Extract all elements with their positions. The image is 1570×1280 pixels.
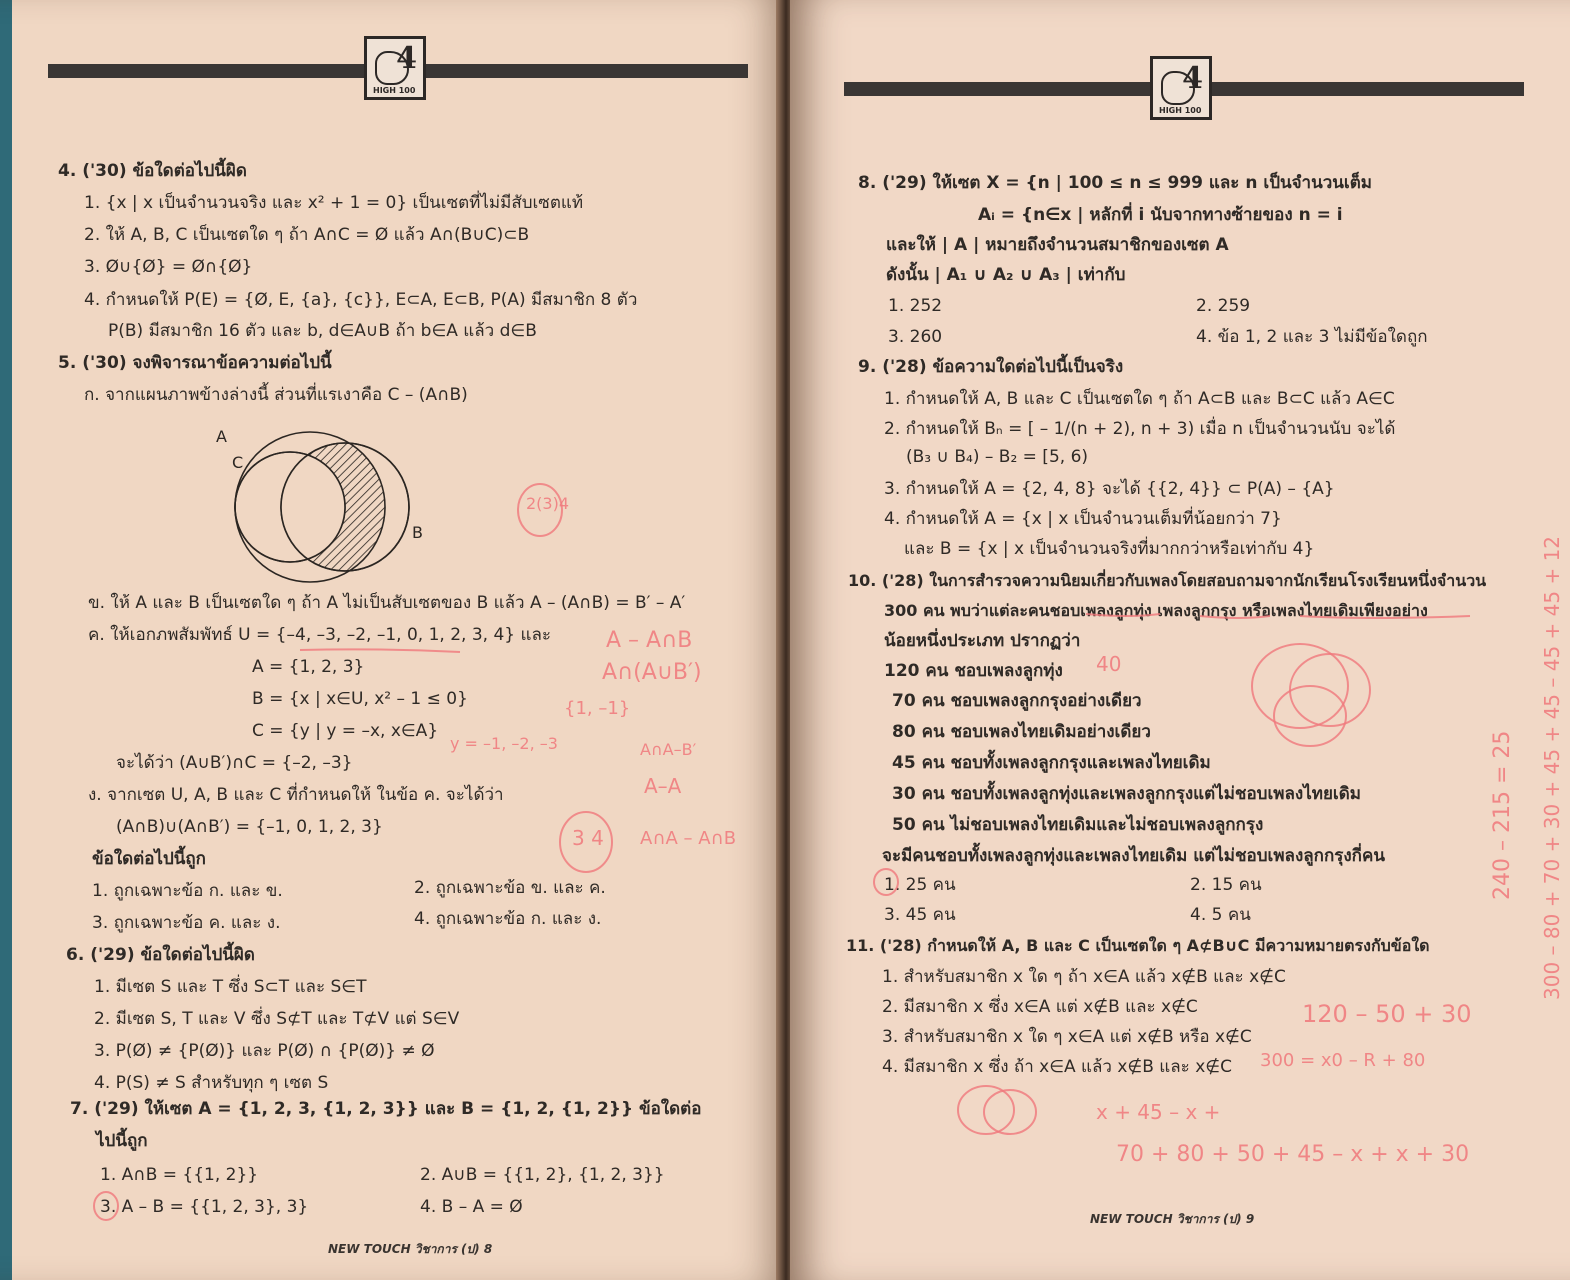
handwriting-note: 40	[1096, 652, 1122, 676]
q5-set-a: A = {1, 2, 3}	[252, 657, 365, 677]
page-footer-left: NEW TOUCH วิชาการ (ป) 8	[328, 1242, 493, 1256]
school-logo-icon: 4 HIGH 100	[1150, 56, 1212, 120]
q5-item-kha: ข. ให้ A และ B เป็นเซตใด ๆ ถ้า A ไม่เป็นสับเซตของ B แล้ว A – (A∩B) = B′ – A′	[88, 593, 686, 613]
q4-title: 4. ('30) ข้อใดต่อไปนี้ผิด	[58, 161, 247, 181]
q10-stat-3: 80 คน ชอบเพลงไทยเดิมอย่างเดียว	[892, 722, 1151, 742]
left-page	[0, 0, 782, 1280]
q5-choice-3: 3. ถูกเฉพาะข้อ ค. และ ง.	[92, 913, 281, 933]
q9-option-4b: และ B = {x | x เป็นจำนวนจริงที่มากกว่าหรือเท่ากับ 4}	[904, 539, 1315, 559]
q11-option-2: 2. มีสมาชิก x ซึ่ง x∈A แต่ x∉B และ x∉C	[882, 997, 1198, 1017]
handwriting-note: 120 – 50 + 30	[1302, 1000, 1472, 1028]
q5-set-b: B = {x | x∈U, x² – 1 ≤ 0}	[252, 689, 468, 709]
q7-option-2: 2. A∪B = {{1, 2}, {1, 2, 3}}	[420, 1165, 665, 1185]
handwriting-note: A∩A–B′	[640, 740, 697, 759]
q6-option-3: 3. P(Ø) ≠ {P(Ø)} และ P(Ø) ∩ {P(Ø)} ≠ Ø	[94, 1041, 435, 1061]
q9-option-1: 1. กำหนดให้ A, B และ C เป็นเซตใด ๆ ถ้า A⊂B และ B⊂C แล้ว A∈C	[884, 389, 1395, 409]
handwriting-note: 70 + 80 + 50 + 45 – x + x + 30	[1116, 1142, 1470, 1167]
q9-option-4: 4. กำหนดให้ A = {x | x เป็นจำนวนเต็มที่น้อยกว่า 7}	[884, 509, 1282, 529]
q6-title: 6. ('29) ข้อใดต่อไปนี้ผิด	[66, 945, 255, 965]
page-footer-right: NEW TOUCH วิชาการ (ป) 9	[1090, 1212, 1255, 1226]
q5-item-kho: ค. ให้เอกภพสัมพัทธ์ U = {–4, –3, –2, –1, 0, 1, 2, 3, 4} และ	[88, 625, 552, 645]
q10-stat-5: 30 คน ชอบทั้งเพลงลูกทุ่งและเพลงลูกกรุงแต่ไม่ชอบเพลงไทยเดิม	[892, 784, 1361, 804]
q5-item-ngo: ง. จากเซต U, A, B และ C ที่กำหนดให้ ในข้อ ค. จะได้ว่า	[88, 785, 504, 805]
q5-item-ka: ก. จากแผนภาพข้างล่างนี้ ส่วนที่แรเงาคือ C – (A∩B)	[84, 385, 468, 405]
q9-option-2: 2. กำหนดให้ Bₙ = [ – 1/(n + 2), n + 3) เมื่อ n เป็นจำนวนนับ จะได้	[884, 419, 1396, 439]
q5-conclusion: จะได้ว่า (A∪B′)∩C = {–2, –3}	[116, 753, 353, 773]
q9-option-2b: (B₃ ∪ B₄) – B₂ = [5, 6)	[906, 447, 1089, 467]
q7-title-2: ไปนี้ถูก	[96, 1131, 148, 1151]
q4-option-3: 3. Ø∪{Ø} = Ø∩{Ø}	[84, 257, 253, 277]
q10-stat-4: 45 คน ชอบทั้งเพลงลูกกรุงและเพลงไทยเดิม	[892, 753, 1211, 773]
q7-option-4: 4. B – A = Ø	[420, 1197, 523, 1217]
handwriting-note: 2(3)4	[526, 494, 570, 513]
q8-title: 8. ('29) ให้เซต X = {n | 100 ≤ n ≤ 999 และ n เป็นจำนวนเต็ม	[858, 173, 1372, 193]
q10-stat-6: 50 คน ไม่ชอบเพลงไทยเดิมและไม่ชอบเพลงลูกกรุง	[892, 815, 1264, 835]
right-page	[790, 0, 1570, 1280]
q5-ask: ข้อใดต่อไปนี้ถูก	[92, 849, 206, 869]
q8-option-4: 4. ข้อ 1, 2 และ 3 ไม่มีข้อใดถูก	[1196, 327, 1428, 347]
q5-choice-1: 1. ถูกเฉพาะข้อ ก. และ ข.	[92, 881, 283, 901]
handwriting-note: A∩A – A∩B	[640, 828, 737, 849]
q8-option-2: 2. 259	[1196, 296, 1251, 316]
q4-option-2: 2. ให้ A, B, C เป็นเซตใด ๆ ถ้า A∩C = Ø แล้ว A∩(B∪C)⊂B	[84, 225, 530, 245]
q10-option-1: 1. 25 คน	[884, 875, 956, 895]
handwriting-note: 300 = x0 – R + 80	[1260, 1050, 1426, 1071]
handwriting-note: 3 4	[572, 826, 604, 850]
handwriting-note: y = –1, –2, –3	[450, 734, 558, 753]
handwriting-marks	[790, 0, 1570, 1280]
q6-option-2: 2. มีเซต S, T และ V ซึ่ง S⊄T และ T⊄V แต่ S∈V	[94, 1009, 460, 1029]
q9-option-3: 3. กำหนดให้ A = {2, 4, 8} จะได้ {{2, 4}} ⊂ P(A) – {A}	[884, 479, 1335, 499]
handwriting-note: 240 – 215 = 25	[1490, 730, 1515, 900]
q8-option-1: 1. 252	[888, 296, 943, 316]
handwriting-note: A∩(A∪B′)	[602, 660, 702, 685]
venn-label-a: A	[216, 427, 227, 446]
handwriting-note: 300 – 80 + 70 + 30 + 45 + 45 – 45 + 45 + 12	[1540, 535, 1564, 1000]
handwriting-note: A–A	[644, 774, 682, 798]
school-logo-icon: 4 HIGH 100	[364, 36, 426, 100]
q8-def: และให้ | A | หมายถึงจำนวนสมาชิกของเซต A	[886, 235, 1229, 255]
venn-label-c: C	[232, 453, 244, 472]
handwriting-note: {1, –1}	[564, 698, 631, 719]
q7-option-1: 1. A∩B = {{1, 2}}	[100, 1165, 259, 1185]
q6-option-1: 1. มีเซต S และ T ซึ่ง S⊂T และ S∈T	[94, 977, 367, 997]
q10-stat-2: 70 คน ชอบเพลงลูกกรุงอย่างเดียว	[892, 691, 1142, 711]
q10-option-4: 4. 5 คน	[1190, 905, 1251, 925]
q10-stat-1: 120 คน ชอบเพลงลูกทุ่ง	[884, 661, 1063, 681]
handwriting-marks	[0, 0, 782, 1280]
q10-option-3: 3. 45 คน	[884, 905, 956, 925]
q4-option-1: 1. {x | x เป็นจำนวนจริง และ x² + 1 = 0} เป็นเซตที่ไม่มีสับเซตแท้	[84, 193, 584, 213]
q10-title: 10. ('28) ในการสำรวจความนิยมเกี่ยวกับเพลงโดยสอบถามจากนักเรียนโรงเรียนหนึ่งจำนวน	[848, 571, 1487, 590]
q7-option-3: 3. A – B = {{1, 2, 3}, 3}	[100, 1197, 309, 1217]
q11-option-1: 1. สำหรับสมาชิก x ใด ๆ ถ้า x∈A แล้ว x∉B และ x∉C	[882, 967, 1286, 987]
q4-option-4a: 4. กำหนดให้ P(E) = {Ø, E, {a}, {c}}, E⊂A, E⊂B, P(A) มีสมาชิก 8 ตัว	[84, 290, 638, 310]
q5-choice-2: 2. ถูกเฉพาะข้อ ข. และ ค.	[414, 878, 606, 898]
q10-line-2: 300 คน พบว่าแต่ละคนชอบเพลงลูกทุ่ง เพลงลูกกรุง หรือเพลงไทยเดิมเพียงอย่าง	[884, 601, 1428, 620]
q7-title: 7. ('29) ให้เซต A = {1, 2, 3, {1, 2, 3}} และ B = {1, 2, {1, 2}} ข้อใดต่อ	[70, 1099, 702, 1119]
q8-ai: Aᵢ = {n∈x | หลักที่ i นับจากทางซ้ายของ n = i	[978, 205, 1343, 225]
q8-option-3: 3. 260	[888, 327, 943, 347]
q5-choice-4: 4. ถูกเฉพาะข้อ ก. และ ง.	[414, 909, 602, 929]
q11-option-3: 3. สำหรับสมาชิก x ใด ๆ x∈A แต่ x∉B หรือ x∉C	[882, 1027, 1252, 1047]
q11-title: 11. ('28) กำหนดให้ A, B และ C เป็นเซตใด ๆ A⊄B∪C มีความหมายตรงกับข้อใด	[846, 936, 1430, 955]
q10-ask: จะมีคนชอบทั้งเพลงลูกทุ่งและเพลงไทยเดิม แต่ไม่ชอบเพลงลูกกรุงกี่คน	[882, 846, 1385, 866]
q10-option-2: 2. 15 คน	[1190, 875, 1262, 895]
q8-ask: ดังนั้น | A₁ ∪ A₂ ∪ A₃ | เท่ากับ	[886, 265, 1126, 285]
handwriting-note: A – A∩B	[606, 628, 693, 653]
venn-label-b: B	[412, 523, 423, 542]
q11-option-4: 4. มีสมาชิก x ซึ่ง ถ้า x∈A แล้ว x∉B และ x∉C	[882, 1057, 1232, 1077]
handwriting-note: x + 45 – x +	[1096, 1100, 1221, 1124]
q10-line-3: น้อยหนึ่งประเภท ปรากฏว่า	[884, 631, 1081, 651]
q5-item-ngo-2: (A∩B)∪(A∩B′) = {–1, 0, 1, 2, 3}	[116, 817, 383, 837]
q6-option-4: 4. P(S) ≠ S สำหรับทุก ๆ เซต S	[94, 1073, 329, 1093]
q4-option-4b: P(B) มีสมาชิก 16 ตัว และ b, d∈A∪B ถ้า b∈A แล้ว d∈B	[108, 321, 537, 341]
q5-title: 5. ('30) จงพิจารณาข้อความต่อไปนี้	[58, 353, 332, 373]
q5-set-c: C = {y | y = –x, x∈A}	[252, 721, 439, 741]
q9-title: 9. ('28) ข้อความใดต่อไปนี้เป็นจริง	[858, 357, 1124, 377]
